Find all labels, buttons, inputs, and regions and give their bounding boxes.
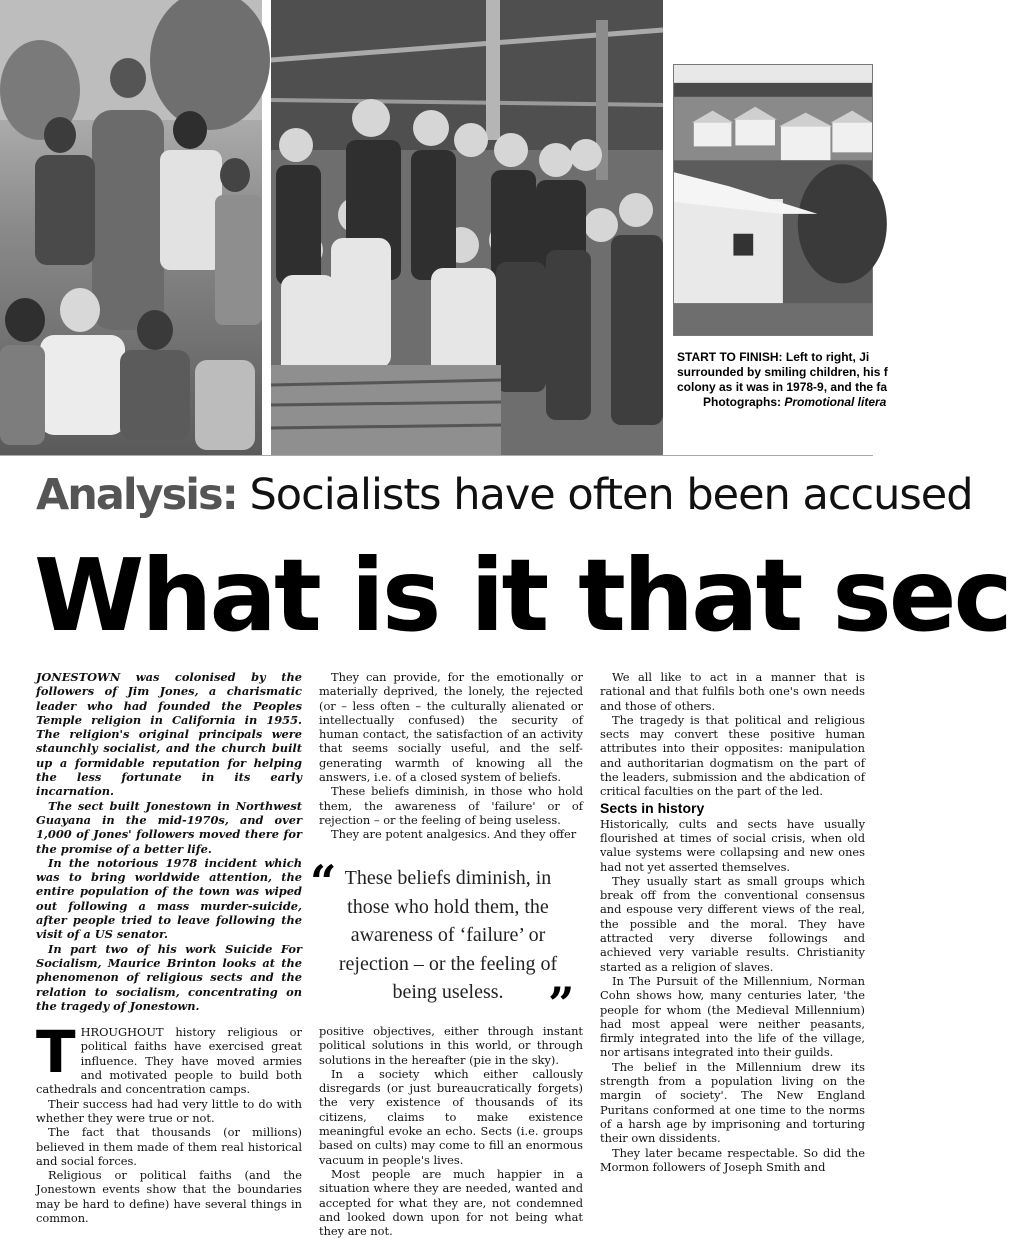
body-paragraph: We all like to act in a manner that is rational and that fulfils both one's own needs and those of others. [600, 670, 865, 713]
body-paragraph: Most people are much happier in a situation where they are needed, wanted and accepted for what they are, not condemned and looked down upon for not being what they are not. [319, 1166, 583, 1238]
intro-paragraph: The sect built Jonestown in Northwest Guayana in the mid-1970s, and over 1,000 of Jones' followers moved there for the promise of a better life. [36, 798, 302, 856]
body-paragraph: The belief in the Millennium drew its strength from a population living on the margin of society'. The New England Puritans conformed at one time to the norms of a harsh age by imprisoning and torturing their own dissidents. [600, 1059, 865, 1146]
intro-paragraph: In part two of his work Suicide For Socialism, Maurice Brinton looks at the phenomenon of religious sects and the relation to socialism, concentrating on the tragedy of Jonestown. [36, 941, 302, 1013]
headline: What is it that sec [34, 537, 1010, 654]
photo-jonestown-cabins [673, 64, 873, 336]
kicker-label: Analysis: [36, 470, 237, 520]
kicker [36, 466, 973, 524]
intro-paragraph: In the notorious 1978 incident which was to bring worldwide attention, the entire population of the town was wiped out following a mass murder-suicide, after people tried to leave following the visit of a US senator. [36, 855, 302, 942]
body-paragraph: HROUGHOUT history religious or political faiths have exercised great influence. They have moved armies and motivated people to build both cathedrals and concentration camps. [36, 1025, 302, 1097]
photo-group-of-settlers [271, 0, 663, 455]
body-paragraph: Historically, cults and sects have usually flourished at times of social crisis, when old value systems were collapsing and new ones had not yet asserted themselves. [600, 816, 865, 874]
body-paragraph: They are potent analgesics. And they offer [331, 827, 577, 842]
pull-quote [310, 855, 585, 1031]
caption-credit-label: Photographs: [703, 395, 785, 409]
body-paragraph: They later became respectable. So did the Mormon followers of Joseph Smith and [600, 1145, 865, 1174]
caption-line: surrounded by smiling children, his f [677, 365, 888, 379]
caption-credit-value: Promotional litera [784, 395, 887, 409]
intro-standfirst [36, 670, 302, 1013]
close-quote-mark: ” [548, 977, 575, 1031]
body-paragraph: In The Pursuit of the Millennium, Norman Cohn shows how, many centuries later, 'the people for whom (the Medieval Millennium) had most appeal were neither peasants, firmly integrated into the life of the village, nor artisans integrated into their guilds. [600, 973, 865, 1060]
body-paragraph: The fact that thousands (or millions) believed in them made of them real historical and social forces. [36, 1125, 302, 1168]
body-paragraph: Religious or political faiths (and the Jonestown events show that the boundaries may be hard to define) have several things in common. [36, 1168, 302, 1225]
kicker-text: Socialists have often been accused [236, 470, 973, 520]
caption-lead: START TO FINISH: [677, 350, 783, 364]
body-paragraph: They usually start as small groups which break off from the conventional consensus and espouse very different views of the real, the possible and the moral. They have attracted very diverse followings and achieved very variable results. Christianity started as a religion of slaves. [600, 873, 865, 974]
article-column-2-bottom [319, 1024, 583, 1238]
caption-line: Left to right, Ji [782, 350, 870, 364]
body-paragraph: positive objectives, either through instant political solutions in this world, or through solutions in the hereafter (pie in the sky). [319, 1024, 583, 1067]
caption-line: colony as it was in 1978-9, and the fa [677, 380, 888, 394]
photo-jim-jones-with-children [0, 0, 262, 455]
open-quote-mark: “ [310, 855, 337, 909]
photo-caption [677, 350, 888, 410]
article-column-2-top [319, 670, 583, 842]
article-column-1 [36, 670, 302, 1225]
body-paragraph: Their success had had very little to do with whether they were true or not. [36, 1096, 302, 1125]
section-subhead: Sects in history [600, 799, 705, 816]
section-divider [0, 455, 873, 456]
article-column-3 [600, 670, 865, 1174]
pull-quote-text: These beliefs diminish, in those who hold them, the awareness of ‘failure’ or rejection – or the feeling of being useless. [338, 867, 558, 1003]
drop-cap: T [36, 1018, 76, 1087]
body-paragraph: In a society which either callously disregards (or just bureaucratically forgets) the very existence of thousands of its citizens, claims to make existence meaningful evoke an echo. Sects (i.e. groups based on cults) may come to fill an enormous vacuum in people's lives. [319, 1066, 583, 1167]
body-paragraph: These beliefs diminish, in those who hold them, the awareness of 'failure' or of rejection – or the feeling of being useless. [319, 784, 583, 827]
body-paragraph: They can provide, for the emotionally or materially deprived, the lonely, the rejected (or – less often – the culturally alienated or intellectually confused) the security of human contact, the satisfaction of an activity that seems socially useful, and the self-generating warmth of knowing all the answers, i.e. of a closed system of beliefs. [319, 670, 583, 785]
intro-paragraph: JONESTOWN was colonised by the followers of Jim Jones, a charismatic leader who had founded the Peoples Temple religion in California in 1955. The religion's original principals were staunchly socialist, and the church built up a formidable reputation for helping the less fortunate in its early incarnation. [36, 670, 302, 799]
body-paragraph: The tragedy is that political and religious sects may convert these positive human attributes into their opposites: manipulation and authoritarian dogmatism on the part of the leaders, submission and the abdication of critical faculties on the part of the led. [600, 712, 865, 799]
